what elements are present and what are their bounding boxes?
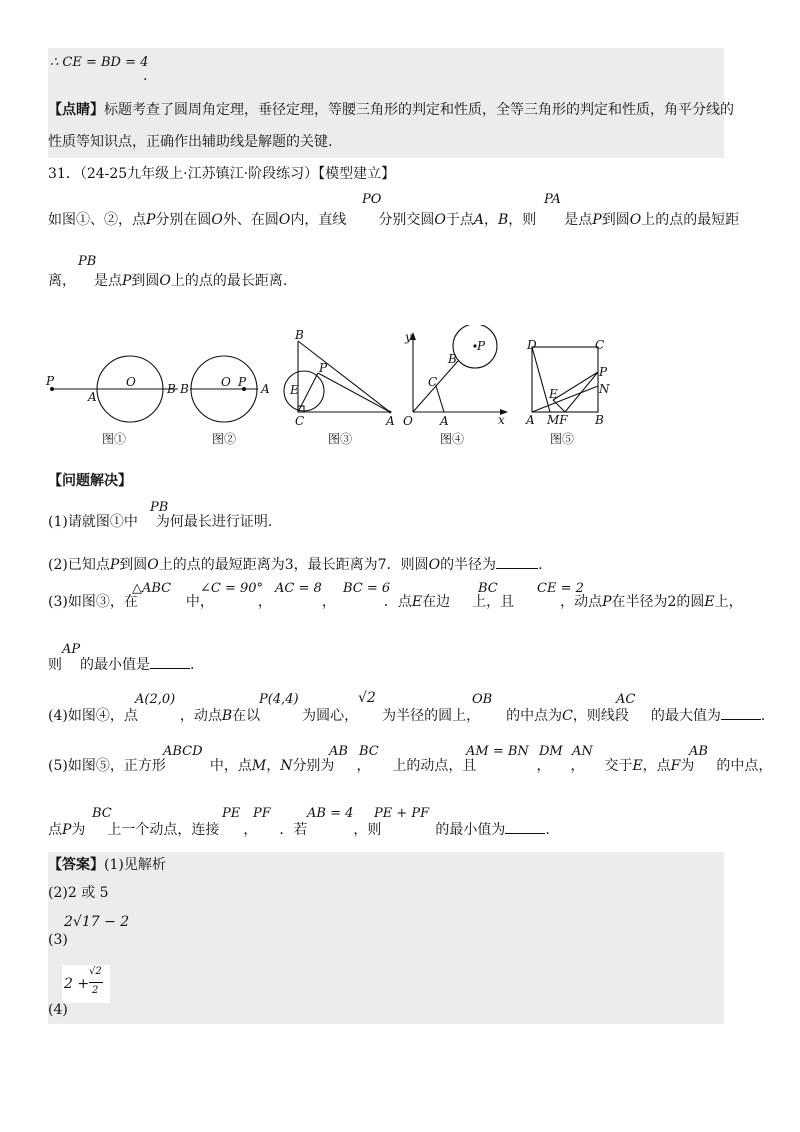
q4-P-raised: P(4,4)	[259, 692, 299, 707]
var-p: P	[592, 212, 602, 228]
t: ，	[356, 758, 371, 774]
t: 上的点的最长距离.	[170, 273, 288, 289]
answer-1	[48, 857, 166, 874]
t: 分别为	[292, 758, 335, 774]
fig4-label-a: A	[440, 414, 449, 428]
fig2-caption: 图②	[212, 432, 237, 446]
var-f: F	[670, 758, 681, 774]
t: 在以	[232, 708, 261, 724]
answer-blank-5[interactable]	[505, 821, 545, 834]
var-c: C	[562, 708, 573, 724]
var-o: O	[147, 557, 159, 573]
t: 是点	[94, 273, 122, 289]
fig3-label-a: A	[386, 414, 395, 428]
t: ，	[321, 594, 336, 610]
answer-blank-4[interactable]	[721, 707, 761, 720]
q5l2-PF-raised: PF	[253, 806, 271, 821]
t: 内，直线	[290, 212, 347, 228]
fig5-label-p: P	[599, 365, 608, 379]
fig1-label-o: O	[126, 375, 136, 389]
fraction-bar	[89, 982, 103, 983]
var-b: B	[221, 708, 233, 724]
t: 到圆	[601, 212, 630, 228]
t: ，动点	[179, 708, 222, 724]
problem-5-line2	[48, 821, 550, 839]
var-n: N	[280, 758, 293, 774]
t: 分别交圆	[378, 212, 435, 228]
t: 的半径为	[440, 557, 497, 573]
t: 上的点的最短距	[641, 212, 740, 228]
q3-AP-raised: AP	[62, 642, 81, 657]
q5-BC-raised: BC	[359, 744, 379, 759]
t: .	[760, 708, 766, 724]
var-m: M	[251, 758, 267, 774]
problem-1	[48, 514, 272, 531]
fig5-label-a: A	[526, 413, 535, 427]
fig1-label-p: P	[46, 374, 55, 388]
top-formula-period: .	[143, 68, 148, 84]
answer-4-whole: 2 +	[64, 976, 90, 992]
q4-A-raised: A(2,0)	[135, 692, 176, 707]
var-e: E	[632, 758, 643, 774]
answer-4-numerator: √2	[89, 966, 102, 977]
var-o: O	[434, 212, 446, 228]
q3-angle-raised: ∠C = 90°	[200, 581, 264, 596]
q5l2-PE-raised: PE	[222, 806, 241, 821]
var-a: A	[473, 212, 484, 228]
q3-BC2-raised: BC	[478, 581, 498, 596]
fig4-label-b: B	[448, 352, 457, 366]
problem-3	[48, 594, 743, 611]
problem-5	[48, 758, 772, 775]
t: 为	[71, 822, 86, 838]
answer-blank-2[interactable]	[496, 556, 538, 569]
t: 为	[680, 758, 695, 774]
t: (2)已知点	[48, 557, 110, 573]
t: 到圆	[119, 557, 148, 573]
q5-ABCD-raised: ABCD	[163, 744, 203, 759]
t: 外、在圆	[222, 212, 279, 228]
t: 的最小值为	[435, 822, 506, 838]
t: .	[538, 557, 543, 573]
problem-3-line2	[48, 656, 194, 674]
t: 的中点为	[506, 708, 563, 724]
fig3-label-e: E	[290, 383, 299, 397]
t: ，	[266, 758, 281, 774]
var-e: E	[704, 594, 715, 610]
answer-4-denominator: 2	[92, 985, 99, 996]
t: 是点	[564, 212, 593, 228]
var-o: O	[629, 212, 642, 228]
fig4-label-o: O	[403, 414, 413, 428]
fig2-label-b: B	[180, 382, 189, 396]
problem-4	[48, 707, 765, 725]
t: (3)如图③，在	[48, 594, 138, 610]
fig4-label-x: x	[498, 413, 505, 427]
t: 为圆心，	[302, 708, 359, 724]
q5l2-AB-raised: AB = 4	[307, 806, 354, 821]
fig5-label-n: N	[599, 382, 610, 396]
fig5-caption: 图⑤	[550, 432, 575, 446]
q31-PO-raised: PO	[362, 192, 382, 207]
q31-PB-raised: PB	[78, 254, 97, 269]
fig1-label-b: B	[167, 382, 176, 396]
t: ，则	[508, 212, 537, 228]
q5-AN-raised: AN	[572, 744, 593, 759]
fig2-label-a: A	[261, 382, 270, 396]
t: ，点	[642, 758, 671, 774]
dianjing-tag: 【点睛】	[48, 102, 104, 118]
t: 离，	[48, 273, 76, 289]
t: 在边	[422, 594, 451, 610]
var-o: O	[159, 273, 171, 289]
var-p: P	[602, 594, 612, 610]
fig3-label-b: B	[295, 328, 304, 342]
t: ．若	[279, 822, 308, 838]
t: ，	[570, 758, 585, 774]
q3-AC-raised: AC = 8	[275, 581, 322, 596]
answer-blank-3[interactable]	[150, 656, 190, 669]
q5-AB-raised: AB	[329, 744, 348, 759]
dianjing-text1: 标题考查了圆周角定理，垂径定理，等腰三角形的判定和性质，全等三角形的判定和性质，角平分线的	[104, 102, 734, 118]
var-e: E	[411, 594, 423, 610]
t: 的最小值是	[80, 657, 150, 673]
t: 则	[48, 657, 62, 673]
fig4-caption: 图④	[440, 432, 465, 446]
t: 的中点，	[716, 758, 773, 774]
t: .	[545, 822, 550, 838]
t: 的最大值为	[650, 708, 721, 724]
q31-PA-raised: PA	[544, 192, 561, 207]
answer-3-label: (3)	[48, 932, 68, 948]
q5l2-sum-raised: PE + PF	[374, 806, 430, 821]
t: ，	[484, 212, 498, 228]
t: ．点	[383, 594, 412, 610]
t: 上一个动点，连接	[107, 822, 220, 838]
t: 为半径的圆上，	[382, 708, 481, 724]
fig5-label-d: D	[527, 338, 537, 352]
q1-PB-raised: PB	[150, 500, 169, 515]
t: 在半径为2的圆	[611, 594, 705, 610]
answer-tag: 【答案】	[48, 857, 104, 873]
var-o: O	[428, 557, 441, 573]
t: 点	[48, 822, 62, 838]
fig5-label-mf: MF	[547, 413, 568, 427]
fig4-label-y: y	[405, 330, 412, 344]
fig1-label-a: A	[88, 390, 97, 404]
q5l2-BC-raised: BC	[92, 806, 112, 821]
t: 上，且	[472, 594, 515, 610]
q4-sqrt-raised: √2	[358, 690, 376, 706]
var-p: P	[109, 557, 120, 573]
answer-box	[48, 852, 724, 1024]
answer-3-expr: 2√17 − 2	[64, 914, 130, 930]
t: 分别在圆	[155, 212, 212, 228]
fig1-caption: 图①	[102, 432, 127, 446]
t: .	[190, 657, 195, 673]
fig4-label-p: P	[477, 339, 486, 353]
q3-BC-raised: BC = 6	[343, 581, 391, 596]
var-p: P	[62, 822, 72, 838]
q4-AC-raised: AC	[616, 692, 636, 707]
problems-heading: 【问题解决】	[48, 473, 132, 489]
answer-4-expr	[62, 965, 110, 1003]
t: ，则	[353, 822, 382, 838]
fig5-label-b: B	[595, 413, 604, 427]
q3-tri-raised: △ABC	[132, 581, 172, 596]
answer-1-text: (1)见解析	[104, 857, 166, 873]
problem-2	[48, 556, 543, 574]
q4-OB-raised: OB	[472, 692, 493, 707]
fig3-caption: 图③	[328, 432, 353, 446]
answer-4-label: (4)	[48, 1002, 68, 1018]
fig5-label-e: E	[549, 387, 558, 401]
t: 上的点的最短距离为3，最长距离为7．则圆	[158, 557, 429, 573]
t: 中，点	[209, 758, 252, 774]
t: 到圆	[131, 273, 160, 289]
var-b: B	[498, 212, 509, 228]
fig3-label-c: C	[295, 414, 305, 428]
t: ，动点	[560, 594, 603, 610]
var-p: P	[122, 273, 132, 289]
t: ，	[257, 594, 272, 610]
fig2-label-p: P	[238, 375, 247, 389]
top-formula: ∴ CE = BD = 4	[50, 55, 149, 70]
fig3-label-p: P	[319, 361, 328, 375]
answer-2: (2)2 或 5	[48, 885, 109, 901]
q31-header: 31．（24-25九年级上·江苏镇江·阶段练习）【模型建立】	[48, 166, 396, 182]
t: 中，	[185, 594, 214, 610]
q31-paragraph-line1	[48, 212, 739, 229]
var-o: O	[278, 212, 291, 228]
q5-DM-raised: DM	[539, 744, 563, 759]
dianjing-line1	[48, 102, 734, 119]
dianjing-line2: 性质等知识点，正确作出辅助线是解题的关键.	[48, 134, 333, 150]
var-p: P	[146, 212, 156, 228]
t: ，则线段	[572, 708, 629, 724]
t: 如图①、②，点	[48, 212, 146, 228]
t: (1)请就图①中	[48, 514, 138, 530]
q31-paragraph-line2	[48, 273, 287, 290]
t: (5)如图⑤，正方形	[48, 758, 166, 774]
t: ，	[536, 758, 551, 774]
t: 上，	[714, 594, 743, 610]
t: 于点	[445, 212, 474, 228]
fig5-label-c: C	[595, 338, 605, 352]
q5-AB2-raised: AB	[689, 744, 708, 759]
t: 为何最长进行证明.	[155, 514, 273, 530]
var-o: O	[211, 212, 223, 228]
t: (4)如图④，点	[48, 708, 138, 724]
figures-row	[0, 325, 800, 450]
fig4-label-c: C	[428, 375, 438, 389]
q5-eq-raised: AM = BN	[466, 744, 529, 759]
fig2-label-o: O	[221, 375, 231, 389]
t: ，	[243, 822, 258, 838]
q3-CE-raised: CE = 2	[537, 581, 584, 596]
t: 交于	[604, 758, 633, 774]
t: 上的动点，且	[392, 758, 477, 774]
